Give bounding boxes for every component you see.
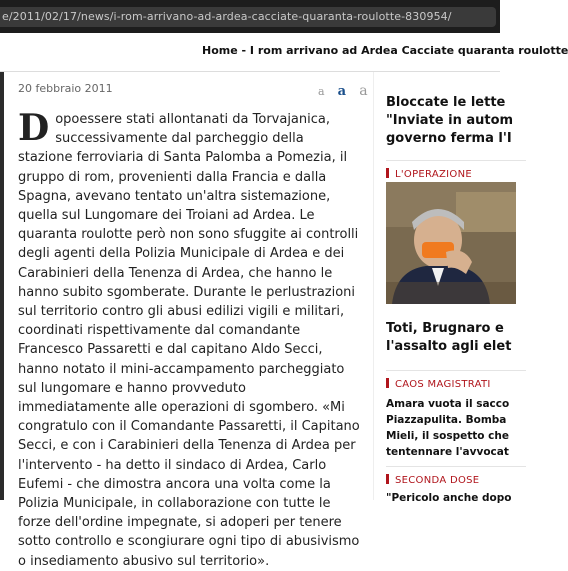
sidebar-divider: [386, 160, 526, 161]
breadcrumb-bar: [0, 33, 568, 72]
story-title-toti[interactable]: [386, 320, 511, 356]
sidebar-divider: [386, 466, 526, 467]
address-bar-url[interactable]: e/2011/02/17/news/i-rom-arrivano-ad-ardea-cacciate-quaranta-roulotte-830954/: [2, 10, 452, 23]
sidebar-top-headline-line: Bloccate le lette: [386, 95, 506, 110]
sidebar-top-headline-line: governo ferma l'I: [386, 131, 512, 146]
tag-marker: [386, 168, 389, 178]
address-bar[interactable]: [0, 7, 496, 27]
article-date: 20 febbraio 2011: [18, 82, 113, 95]
story-line: Piazzapulita. Bomba: [386, 414, 507, 426]
story-line: Mieli, il sospetto che: [386, 430, 509, 442]
tag-marker: [386, 378, 389, 388]
browser-toolbar: [0, 0, 500, 33]
tag-seconda-dose-label: SECONDA DOSE: [395, 475, 480, 486]
tag-caos-magistrati[interactable]: [386, 378, 491, 390]
story-photo[interactable]: [386, 182, 516, 304]
sidebar-top-headline-line: "Inviate in autom: [386, 113, 514, 128]
breadcrumb[interactable]: Home - I rom arrivano ad Ardea Cacciate quaranta roulotte: [202, 44, 568, 57]
story-pericolo[interactable]: [386, 490, 511, 506]
tag-operazione[interactable]: [386, 168, 472, 180]
story-title-line: Toti, Brugnaro e: [386, 321, 504, 336]
story-title-line: l'assalto agli elet: [386, 339, 512, 354]
article-column: [0, 72, 368, 569]
article-body: [18, 107, 361, 571]
right-sidebar: [373, 72, 514, 504]
font-size-controls: [318, 80, 376, 99]
tag-seconda-dose[interactable]: [386, 474, 479, 486]
tag-operazione-label: L'OPERAZIONE: [395, 169, 472, 180]
font-size-large-button[interactable]: a: [359, 83, 368, 99]
sidebar-divider: [386, 370, 526, 371]
article-dropcap: D: [18, 107, 50, 149]
story-line: tentennare l'avvocat: [386, 446, 509, 458]
story-line: "Pericolo anche dopo: [386, 492, 512, 504]
font-size-medium-button[interactable]: a: [337, 84, 347, 99]
story-amara[interactable]: [386, 396, 509, 460]
tag-caos-magistrati-label: CAOS MAGISTRATI: [395, 379, 491, 390]
tag-marker: [386, 474, 389, 484]
left-edge-rule: [0, 72, 4, 500]
article-body-text: opoessere stati allontanati da Torvajanica, successivamente dal parcheggio della stazione ferroviaria di Santa Palomba a Pomezia, il gruppo di rom, provenienti dalla Francia e dalla Spagna, avevano tentato un'altra sistemazione, quella sul Lungomare dei Troiani ad Ardea. Le quaranta roulotte però non sono sfuggite ai controlli degli agenti della Polizia Municipale di Ardea e dei Carabinieri della Tenenza di Ardea, che hanno le hanno subito sgomberate. Durante le perlustrazioni sul territorio contro gli abusi edilizi vigili e militari, coordinati rispettivamente dal comandante Francesco Passaretti e dal capitano Aldo Secci, hanno notato il mini-accampamento parcheggiato sul lungomare e hanno provveduto immediatamente alle operazioni di sgombero. «Mi congratulo con il Comandante Passaretti, il Capitano Secci, e con i Carabinieri della Tenenza di Ardea per l'intervento - ha detto il sindaco di Ardea, Carlo Eufemi - che dimostra ancora una volta come la Polizia Municipale, in collaborazione con tutte le forze dell'ordine impegnate, si adoperi per tenere sotto controllo e scongiurare ogni tipo di abusivismo o insediamento abusivo sul territorio».: [18, 112, 360, 569]
photo-illustration: [386, 182, 516, 304]
sidebar-top-headline[interactable]: [386, 94, 526, 148]
story-line: Amara vuota il sacco: [386, 398, 510, 410]
font-size-small-button[interactable]: a: [318, 85, 325, 98]
